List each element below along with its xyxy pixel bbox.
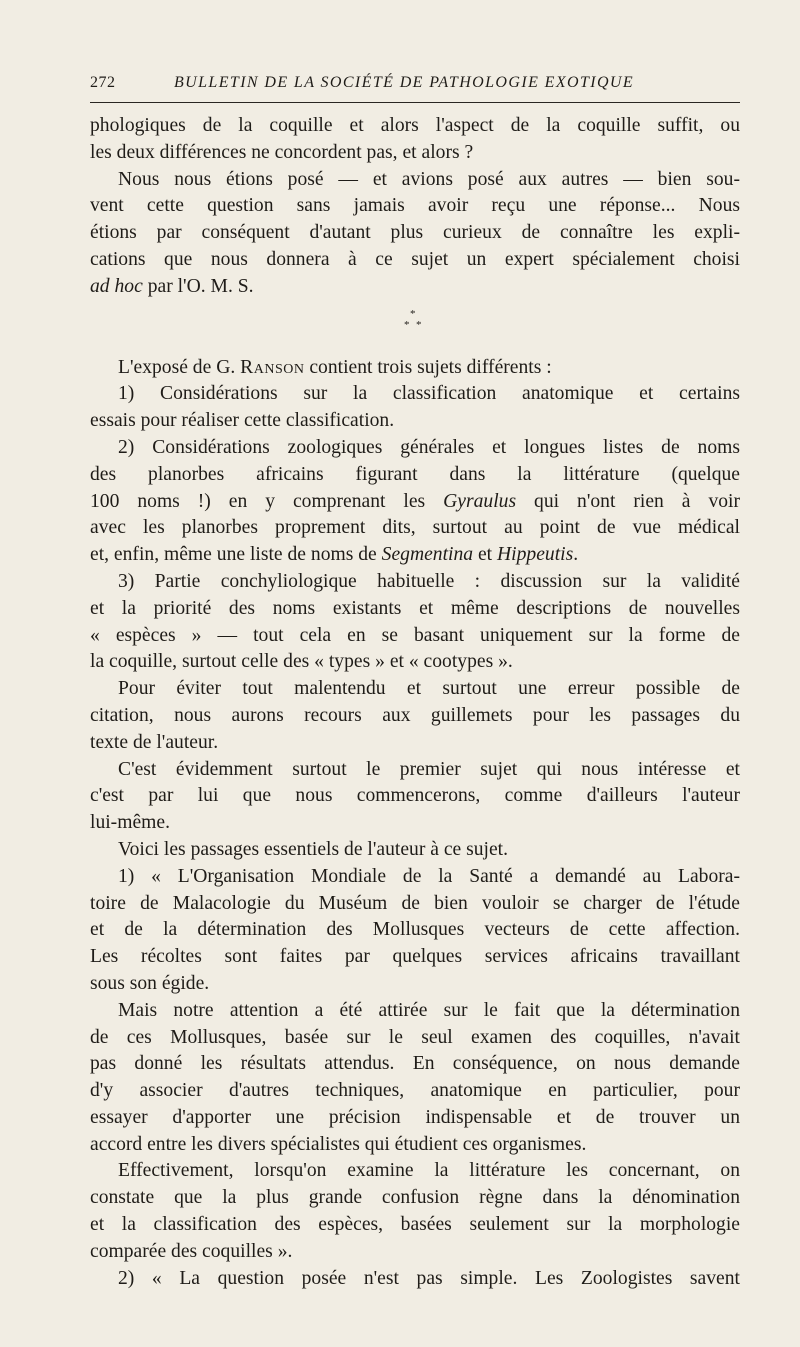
section-break [90,301,740,355]
paragraph [90,810,740,837]
paragraph [90,917,740,944]
paragraph [90,1239,740,1266]
paragraph [90,1132,740,1159]
paragraph [90,220,740,247]
paragraph [90,381,740,408]
paragraph [90,569,740,596]
paragraph [90,515,740,542]
text-line: constate que la plus grande confusion règne dans la dénomination [90,1187,740,1209]
text-line: Pour éviter tout malentendu et surtout une erreur possible de [118,678,740,700]
text-line: accord entre les divers spécialistes qui étudient ces organismes. [90,1133,587,1155]
italic-text: ad hoc [90,275,143,297]
paragraph [90,193,740,220]
paragraph [90,355,740,382]
text-line: par l'O. M. S. [142,275,254,297]
paragraph [90,1105,740,1132]
text-line: phologiques de la coquille et alors l'aspect de la coquille suffit, ou [90,115,740,136]
text-line: L'exposé de G. [118,356,241,378]
text-line: Les récoltes sont faites par quelques services africains travaillant [90,946,740,968]
text-line: Mais notre attention a été attirée sur le fait que la détermination [118,999,740,1021]
text-line: avec les planorbes proprement dits, surtout au point de vue médical [90,517,740,539]
text-line: 3) Partie conchyliologique habituelle : discussion sur la validité [118,570,740,592]
text-line: qui n'ont rien à voir [516,490,741,512]
text-line: texte de l'auteur. [90,731,219,753]
text-line: « espèces » — tout cela en se basant uniquement sur la forme de [90,624,740,646]
text-line: lui-même. [90,812,170,834]
text-line: Effectivement, lorsqu'on examine la littérature les concernant, on [118,1160,740,1182]
paragraph [90,1078,740,1105]
text-line: 1) Considérations sur la classification anatomique et certains [118,383,740,405]
text-line: et [473,544,498,566]
text-line: cations que nous donnera à ce sujet un expert spécialement choisi [90,248,740,270]
text-line: d'y associer d'autres techniques, anatomique en particulier, pour [90,1080,740,1102]
text-line: essayer d'apporter une précision indispensable et de trouver un [90,1106,740,1128]
text-line: étions par conséquent d'autant plus curieux de connaître les expli- [90,222,740,244]
paragraph [90,623,740,650]
text-line: . [573,544,579,566]
paragraph [90,408,740,435]
paragraph [90,730,740,757]
paragraph [90,757,740,784]
paragraph [90,1051,740,1078]
body-text [90,113,740,1292]
text-line: c'est par lui que nous commencerons, comme d'ailleurs l'auteur [90,785,740,807]
paragraph [90,891,740,918]
italic-text: Hippeutis [497,544,574,566]
text-line: essais pour réaliser cette classification. [90,410,395,432]
paragraph [90,676,740,703]
star-mark: * [404,318,410,331]
paragraph [90,998,740,1025]
italic-text: Segmentina [381,544,474,566]
text-line: la coquille, surtout celle des « types » et « cootypes ». [90,651,513,673]
paragraph [90,1158,740,1185]
text-line: C'est évidemment surtout le premier sujet qui nous intéresse et [118,758,740,780]
text-line: Nous nous étions posé — et avions posé aux autres — bien sou- [118,168,740,190]
paragraph [90,113,740,140]
paragraph [90,703,740,730]
text-line: les deux différences ne concordent pas, et alors ? [90,141,474,163]
paragraph [90,1212,740,1239]
paragraph [90,489,740,516]
text-line: Voici les passages essentiels de l'auteur à ce sujet. [118,838,509,860]
running-head: BULLETIN DE LA SOCIÉTÉ DE PATHOLOGIE EXOTIQUE [174,74,635,91]
text-line: et de la détermination des Mollusques vecteurs de cette affection. [90,919,740,941]
text-line: comparée des coquilles ». [90,1240,293,1262]
paragraph [90,274,740,301]
paragraph [90,1266,740,1293]
paragraph [90,971,740,998]
paragraph [90,140,740,167]
text-line: toire de Malacologie du Muséum de bien vouloir se charger de l'étude [90,892,740,914]
paragraph [90,462,740,489]
page-number: 272 [90,74,116,91]
page-header [90,74,740,100]
text-line: contient trois sujets différents : [304,356,552,378]
paragraph [90,247,740,274]
text-line: vent cette question sans jamais avoir reçu une réponse... Nous [90,195,740,217]
paragraph [90,944,740,971]
paragraph [90,649,740,676]
text-line: pas donné les résultats attendus. En conséquence, on nous demande [90,1053,740,1075]
author-name: Ranson [240,356,305,378]
text-line: de ces Mollusques, basée sur le seul examen des coquilles, n'avait [90,1026,740,1048]
paragraph [90,783,740,810]
paragraph [90,864,740,891]
text-line: citation, nous aurons recours aux guillemets pour les passages du [90,704,740,726]
paragraph [90,596,740,623]
star-mark: * [416,318,422,331]
text-line: des planorbes africains figurant dans la littérature (quelque [90,463,740,485]
star-mark: * [410,307,416,320]
text-line: sous son égide. [90,972,210,994]
text-line: et la priorité des noms existants et même descriptions de nouvelles [90,597,740,619]
text-line: et, enfin, même une liste de noms de [90,544,382,566]
paragraph [90,837,740,864]
text-line: et la classification des espèces, basées seulement sur la morphologie [90,1214,740,1236]
paragraph [90,435,740,462]
text-line: 100 noms !) en y comprenant les [90,490,444,512]
paragraph [90,167,740,194]
paragraph [90,1185,740,1212]
text-line: 2) « La question posée n'est pas simple. Les Zoologistes savent [118,1267,740,1289]
text-line: 2) Considérations zoologiques générales et longues listes de noms [118,436,740,458]
header-rule [90,102,740,103]
italic-text: Gyraulus [443,490,517,512]
text-line: 1) « L'Organisation Mondiale de la Santé a demandé au Labora- [118,865,740,887]
paragraph [90,1025,740,1052]
paragraph [90,542,740,569]
